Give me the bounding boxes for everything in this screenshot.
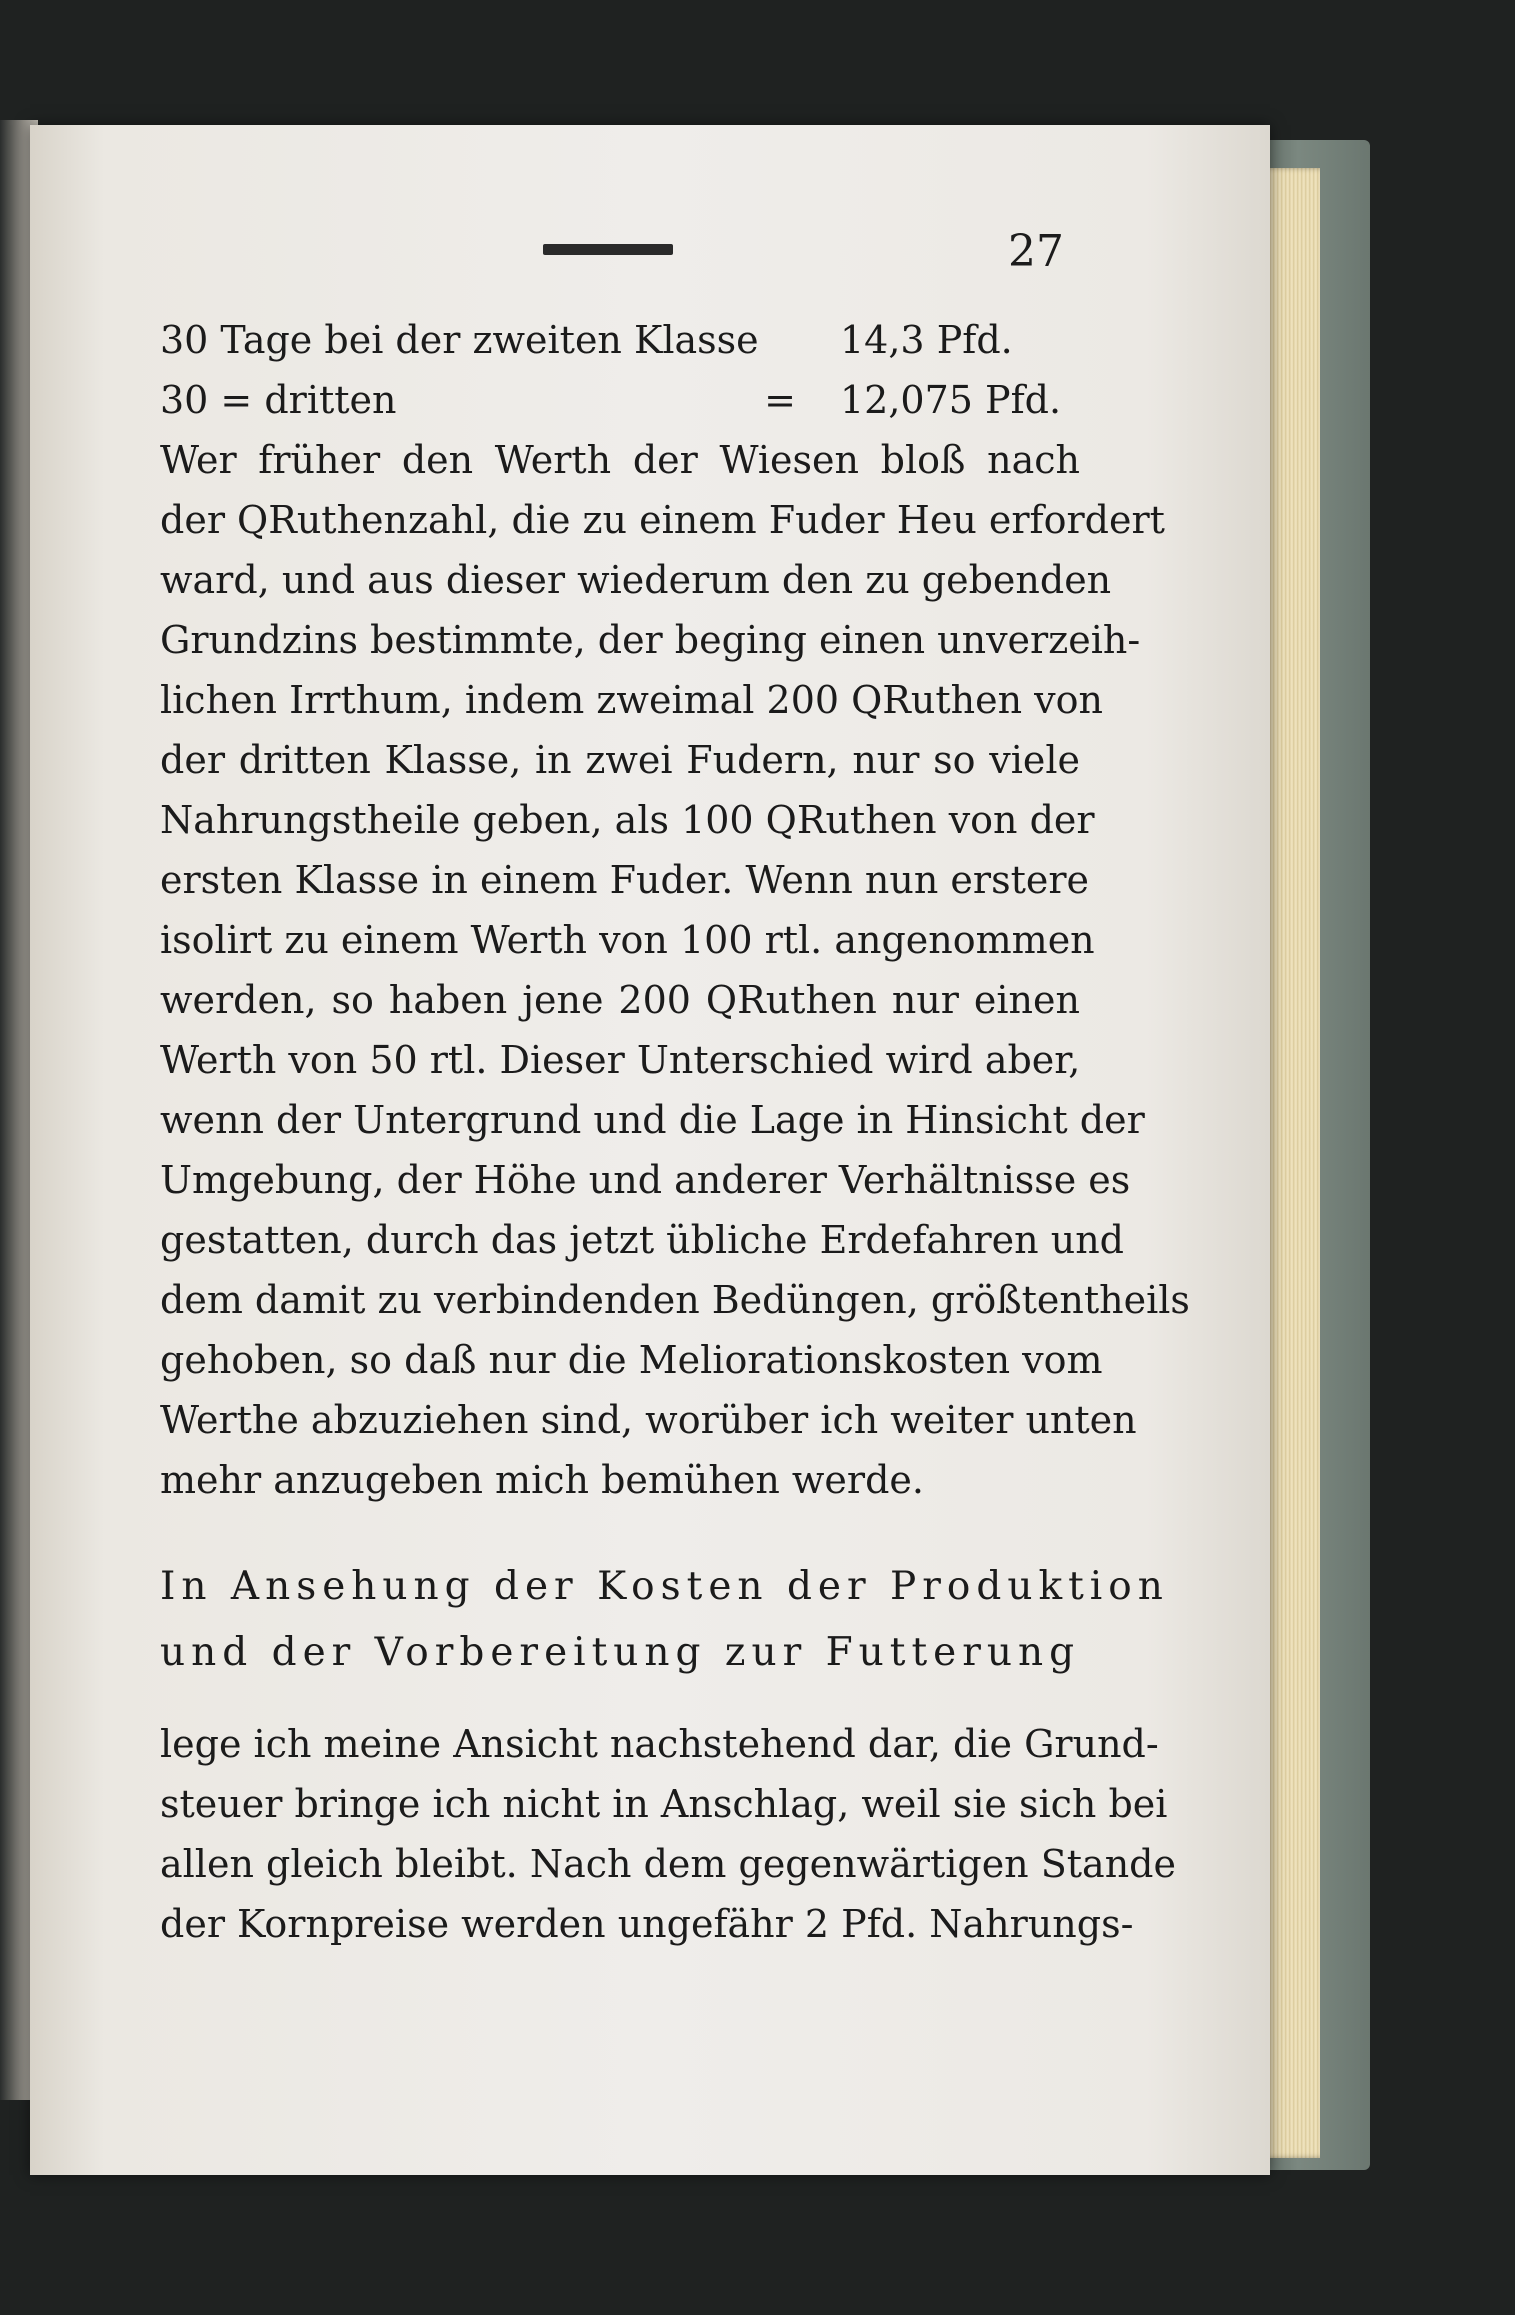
text-line-content: Wer früher den Werth der Wiesen bloß nach: [160, 438, 1080, 482]
text-line-content: Grundzins bestimmte, der beging einen unverzeih-: [160, 618, 1141, 662]
text-line: [160, 430, 1080, 490]
text-line-content: ersten Klasse in einem Fuder. Wenn nun erstere: [160, 858, 1089, 902]
text-line: [160, 610, 1141, 670]
text-line-content: der dritten Klasse, in zwei Fudern, nur so viele: [160, 738, 1080, 782]
text-line: [160, 550, 1112, 610]
heading-line: In Ansehung der Kosten der Produktion: [160, 1564, 1169, 1609]
text-line-content: Umgebung, der Höhe und anderer Verhältnisse es: [160, 1158, 1131, 1202]
text-line: [160, 490, 1165, 550]
text-line: [160, 1894, 1134, 1954]
text-line: [160, 1390, 1137, 1450]
text-line-content: lege ich meine Ansicht nachstehend dar, die Grund-: [160, 1722, 1159, 1766]
text-line-content: lichen Irrthum, indem zweimal 200 QRuthen von: [160, 678, 1103, 722]
text-line-content: der QRuthenzahl, die zu einem Fuder Heu erfordert: [160, 498, 1165, 542]
spacer: [160, 1686, 1080, 1714]
text-line: [160, 1330, 1103, 1390]
table-mark: =: [764, 378, 796, 422]
text-line-content: wenn der Untergrund und die Lage in Hinsicht der: [160, 1098, 1145, 1142]
table-value: 12,075 Pfd.: [840, 378, 1062, 422]
text-line: [160, 1714, 1159, 1774]
text-line: [160, 790, 1095, 850]
section-heading: [160, 1554, 1169, 1686]
table-mark: [720, 310, 840, 370]
text-line-content: der Kornpreise werden ungefähr 2 Pfd. Nahrungs-: [160, 1902, 1134, 1946]
page-number: 27: [1008, 226, 1064, 277]
text-line-content: Werth von 50 rtl. Dieser Unterschied wird aber,: [160, 1038, 1081, 1082]
text-line-content: gestatten, durch das jetzt übliche Erdefahren und: [160, 1218, 1124, 1262]
text-block: [160, 310, 1190, 1954]
header-rule: [543, 244, 673, 255]
text-line-content: ward, und aus dieser wiederum den zu gebenden: [160, 558, 1112, 602]
text-line-content: werden, so haben jene 200 QRuthen nur einen: [160, 978, 1080, 1022]
table-label: 30 Tage bei der zweiten Klasse: [160, 318, 759, 362]
text-line-content: Werthe abzuziehen sind, worüber ich weiter unten: [160, 1398, 1137, 1442]
text-line-content: isolirt zu einem Werth von 100 rtl. angenommen: [160, 918, 1095, 962]
text-line: [160, 670, 1103, 730]
text-line: [160, 1834, 1176, 1894]
table-label: 30 = dritten: [160, 378, 397, 422]
heading-line: und der Vorbereitung zur Futterung: [160, 1630, 1081, 1675]
text-line: [160, 1450, 1080, 1510]
paragraph-2: [160, 1714, 1176, 1954]
text-line-content: gehoben, so daß nur die Meliorationskosten vom: [160, 1338, 1103, 1382]
table-row: [160, 370, 1080, 430]
page-edges: [1262, 168, 1320, 2158]
text-line-content: allen gleich bleibt. Nach dem gegenwärtigen Stande: [160, 1842, 1176, 1886]
text-line-content: steuer bringe ich nicht in Anschlag, weil sie sich bei: [160, 1782, 1168, 1826]
text-line: [160, 850, 1089, 910]
text-line: [160, 1030, 1080, 1090]
text-line: [160, 910, 1095, 970]
table-row: [160, 310, 1080, 370]
text-line: [160, 730, 1080, 790]
text-line: [160, 1150, 1131, 1210]
paragraph-1: [160, 430, 1190, 1510]
text-line: [160, 1090, 1145, 1150]
text-line-content: Nahrungstheile geben, als 100 QRuthen von der: [160, 798, 1095, 842]
text-line: [160, 1774, 1168, 1834]
text-line: [160, 970, 1080, 1030]
text-line-content: mehr anzugeben mich bemühen werde.: [160, 1458, 924, 1502]
text-line-content: dem damit zu verbindenden Bedüngen, größtentheils: [160, 1278, 1190, 1322]
table-value: 14,3 Pfd.: [840, 318, 1013, 362]
text-line: [160, 1210, 1124, 1270]
text-line: [160, 1270, 1190, 1330]
